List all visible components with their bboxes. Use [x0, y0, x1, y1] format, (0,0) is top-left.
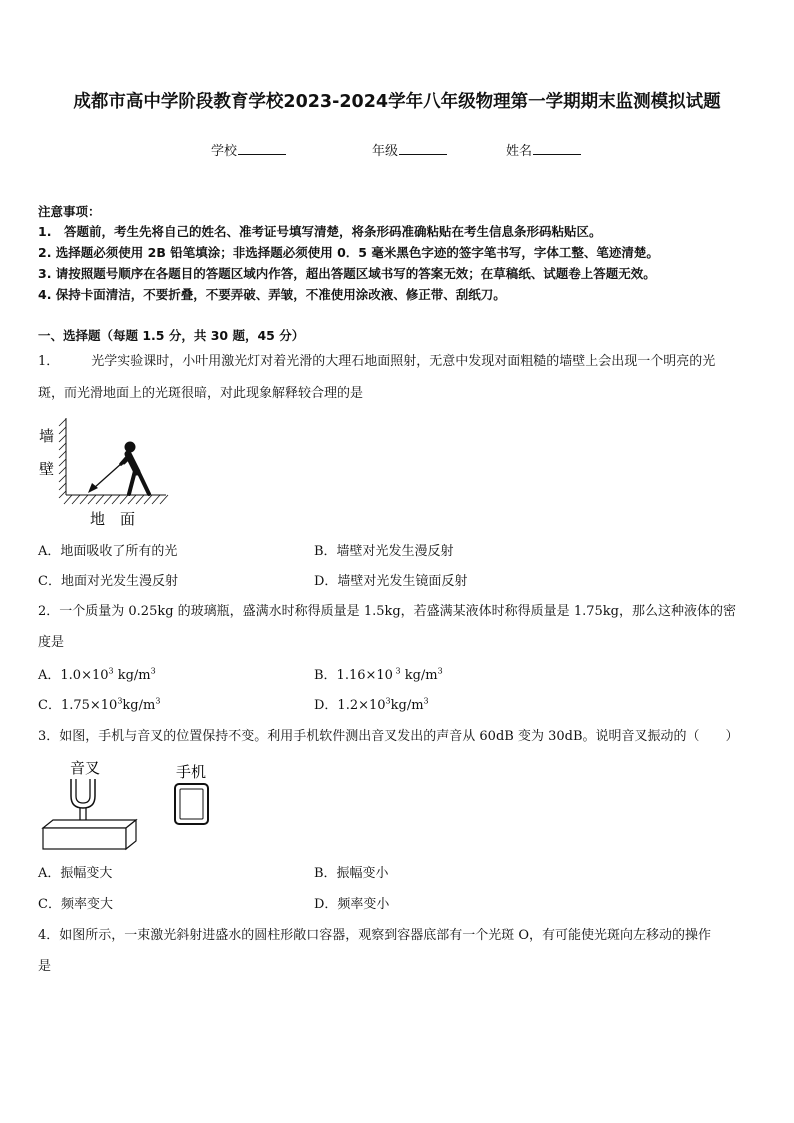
note-item: 1. 答题前，考生先将自己的姓名、准考证号填写清楚，将条形码准确粘贴在考生信息条形码粘贴区。 — [38, 224, 602, 239]
option-b[interactable]: B．振幅变小 — [314, 866, 389, 881]
option-a[interactable]: A．$1.0\times 10^3$ $kg/m^3$ — [38, 666, 156, 683]
option-b[interactable]: B．墙壁对光发生漫反射 — [314, 544, 454, 559]
notes-heading: 注意事项： — [38, 204, 101, 219]
wall-label-bottom: 壁 — [39, 460, 55, 478]
question-1-line1 — [38, 352, 715, 372]
option-d[interactable]: D．频率变小 — [314, 897, 390, 912]
option-d[interactable]: D．$1.2\times 10^3kg/m^3$ — [314, 696, 429, 713]
grade-field[interactable] — [372, 140, 447, 159]
note-item: 3. 请按照题号顺序在各题目的答题区域内作答，超出答题区域书写的答案无效；在草稿纸、试题卷上答题无效。 — [38, 266, 656, 281]
wall-label-top: 墙 — [39, 427, 55, 445]
question-2-line2: 度是 — [38, 635, 65, 650]
section-heading: 一、选择题（每题 1.5 分，共 30 题，45 分） — [38, 328, 305, 343]
option-b[interactable]: B．1.16×10 $^3$ $kg/m^3$ — [314, 666, 443, 683]
question-4-line2: 是 — [38, 959, 52, 974]
school-field[interactable] — [211, 140, 286, 159]
name-label: 姓名 — [506, 144, 533, 159]
name-blank[interactable] — [533, 142, 581, 155]
grade-label: 年级 — [372, 144, 399, 159]
school-label: 学校 — [211, 144, 238, 159]
fork-label: 音叉 — [70, 759, 101, 777]
page-title: 成都市高中学阶段教育学校2023-2024学年八年级物理第一学期期末监测模拟试题 — [73, 92, 721, 112]
option-a[interactable]: A．振幅变大 — [38, 866, 113, 881]
question-3-line1: 3．如图，手机与音叉的位置保持不变。利用手机软件测出音叉发出的声音从 60dB 变为 30dB。说明音叉振动的（ ） — [38, 729, 739, 744]
option-a[interactable]: A．地面吸收了所有的光 — [38, 544, 178, 559]
option-c[interactable]: C．频率变大 — [38, 897, 113, 912]
ground-label: 地 面 — [90, 510, 136, 528]
phone-label: 手机 — [176, 763, 207, 781]
question-number: 1． — [38, 354, 60, 369]
school-blank[interactable] — [238, 142, 286, 155]
grade-blank[interactable] — [399, 142, 447, 155]
note-item: 4. 保持卡面清洁，不要折叠，不要弄破、弄皱，不准使用涂改液、修正带、刮纸刀。 — [38, 287, 506, 302]
question-2-line1: 2．一个质量为 0.25kg 的玻璃瓶，盛满水时称得质量是 1.5kg，若盛满某液体时称得质量是 1.75kg，那么这种液体的密 — [38, 604, 736, 619]
question-1-line2: 斑，而光滑地面上的光斑很暗，对此现象解释较合理的是 — [38, 386, 364, 401]
option-d[interactable]: D．墙壁对光发生镜面反射 — [314, 574, 468, 589]
name-field[interactable] — [506, 140, 581, 159]
option-c[interactable]: C．地面对光发生漫反射 — [38, 574, 178, 589]
note-item: 2. 选择题必须使用 2B 铅笔填涂；非选择题必须使用 0．5 毫米黑色字迹的签字笔书写，字体工整、笔迹清楚。 — [38, 245, 659, 260]
wall-ground-figure — [38, 416, 173, 528]
question-4-line1: 4．如图所示，一束激光斜射进盛水的圆柱形敞口容器，观察到容器底部有一个光斑 O，有可能使光斑向左移动的操作 — [38, 928, 712, 943]
option-c[interactable]: C．$1.75\times 10^3kg/m^3$ — [38, 696, 161, 713]
question-stem: 光学实验课时，小叶用激光灯对着光滑的大理石地面照射，无意中发现对面粗糙的墙壁上会出现一个明亮的光 — [91, 354, 716, 369]
tuning-fork-figure — [38, 756, 218, 852]
